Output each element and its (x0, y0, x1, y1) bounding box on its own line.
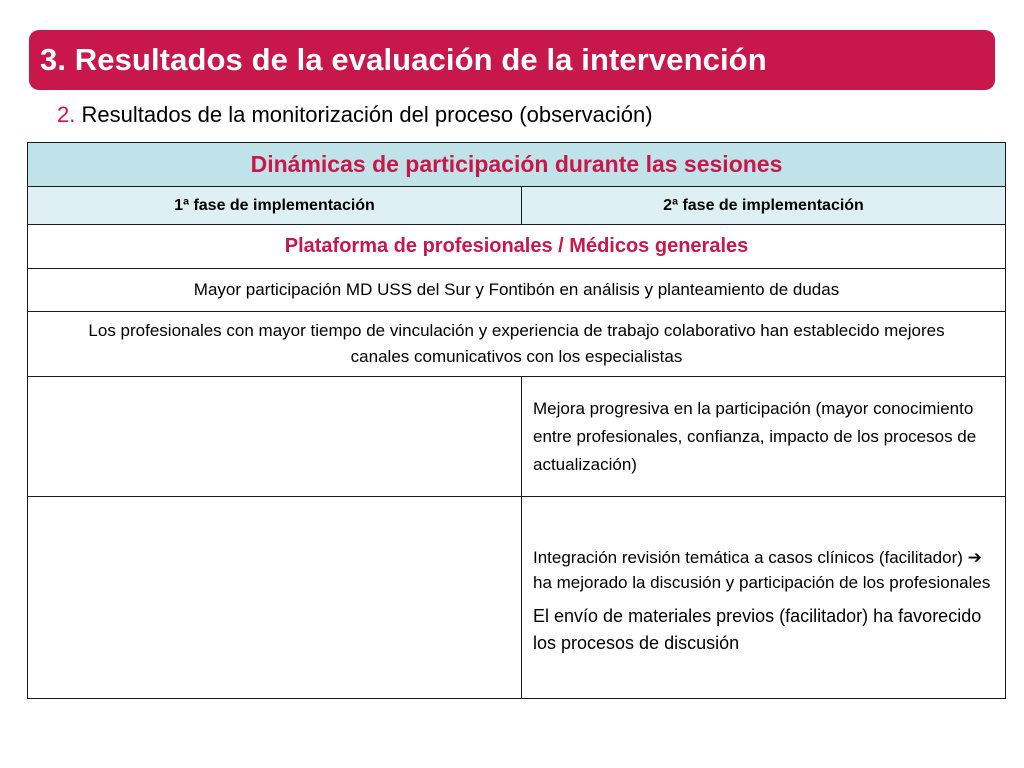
table-row (28, 269, 1006, 312)
subtitle-text: Resultados de la monitorización del proceso (observación) (81, 102, 653, 127)
phase-2-cell-integration (522, 497, 1006, 699)
table-row (28, 312, 1006, 377)
page-title: 3. Resultados de la evaluación de la intervención (40, 42, 767, 77)
subtitle-number: 2. (57, 102, 76, 127)
phase-2-cell-progress (522, 377, 1006, 497)
finding-channels (28, 312, 1006, 377)
materials-text: El envío de materiales previos (facilitador) ha favorecido los procesos de discusión (533, 605, 982, 653)
platform-row (28, 225, 1006, 269)
platform-heading: Plataforma de profesionales / Médicos generales (28, 225, 1006, 269)
phase-1-cell-empty (28, 377, 522, 497)
finding-channels-text: Los profesionales con mayor tiempo de vinculación y experiencia de trabajo colaborativo han establecido mejores canales comunicativos con los especialistas (88, 321, 945, 366)
right-arrow-icon: ➔ (967, 547, 982, 567)
integration-text: Integración revisión temática a casos clínicos (facilitador) ➔ ha mejorado la discusión y participación de los profesionales (533, 547, 991, 592)
table-row (28, 377, 1006, 497)
title-bar (29, 30, 995, 90)
phase-1-header: 1ª fase de implementación (28, 187, 522, 225)
table-header-row (28, 143, 1006, 187)
table-row (28, 497, 1006, 699)
phase-row (28, 187, 1006, 225)
subtitle (57, 102, 653, 128)
table-title: Dinámicas de participación durante las sesiones (28, 143, 1006, 187)
phase-2-header: 2ª fase de implementación (522, 187, 1006, 225)
results-table (27, 142, 1006, 699)
finding-participation: Mayor participación MD USS del Sur y Fontibón en análisis y planteamiento de dudas (28, 269, 1006, 312)
phase-1-cell-empty (28, 497, 522, 699)
progress-text: Mejora progresiva en la participación (mayor conocimiento entre profesionales, confianza, impacto de los procesos de actualización) (533, 398, 977, 474)
